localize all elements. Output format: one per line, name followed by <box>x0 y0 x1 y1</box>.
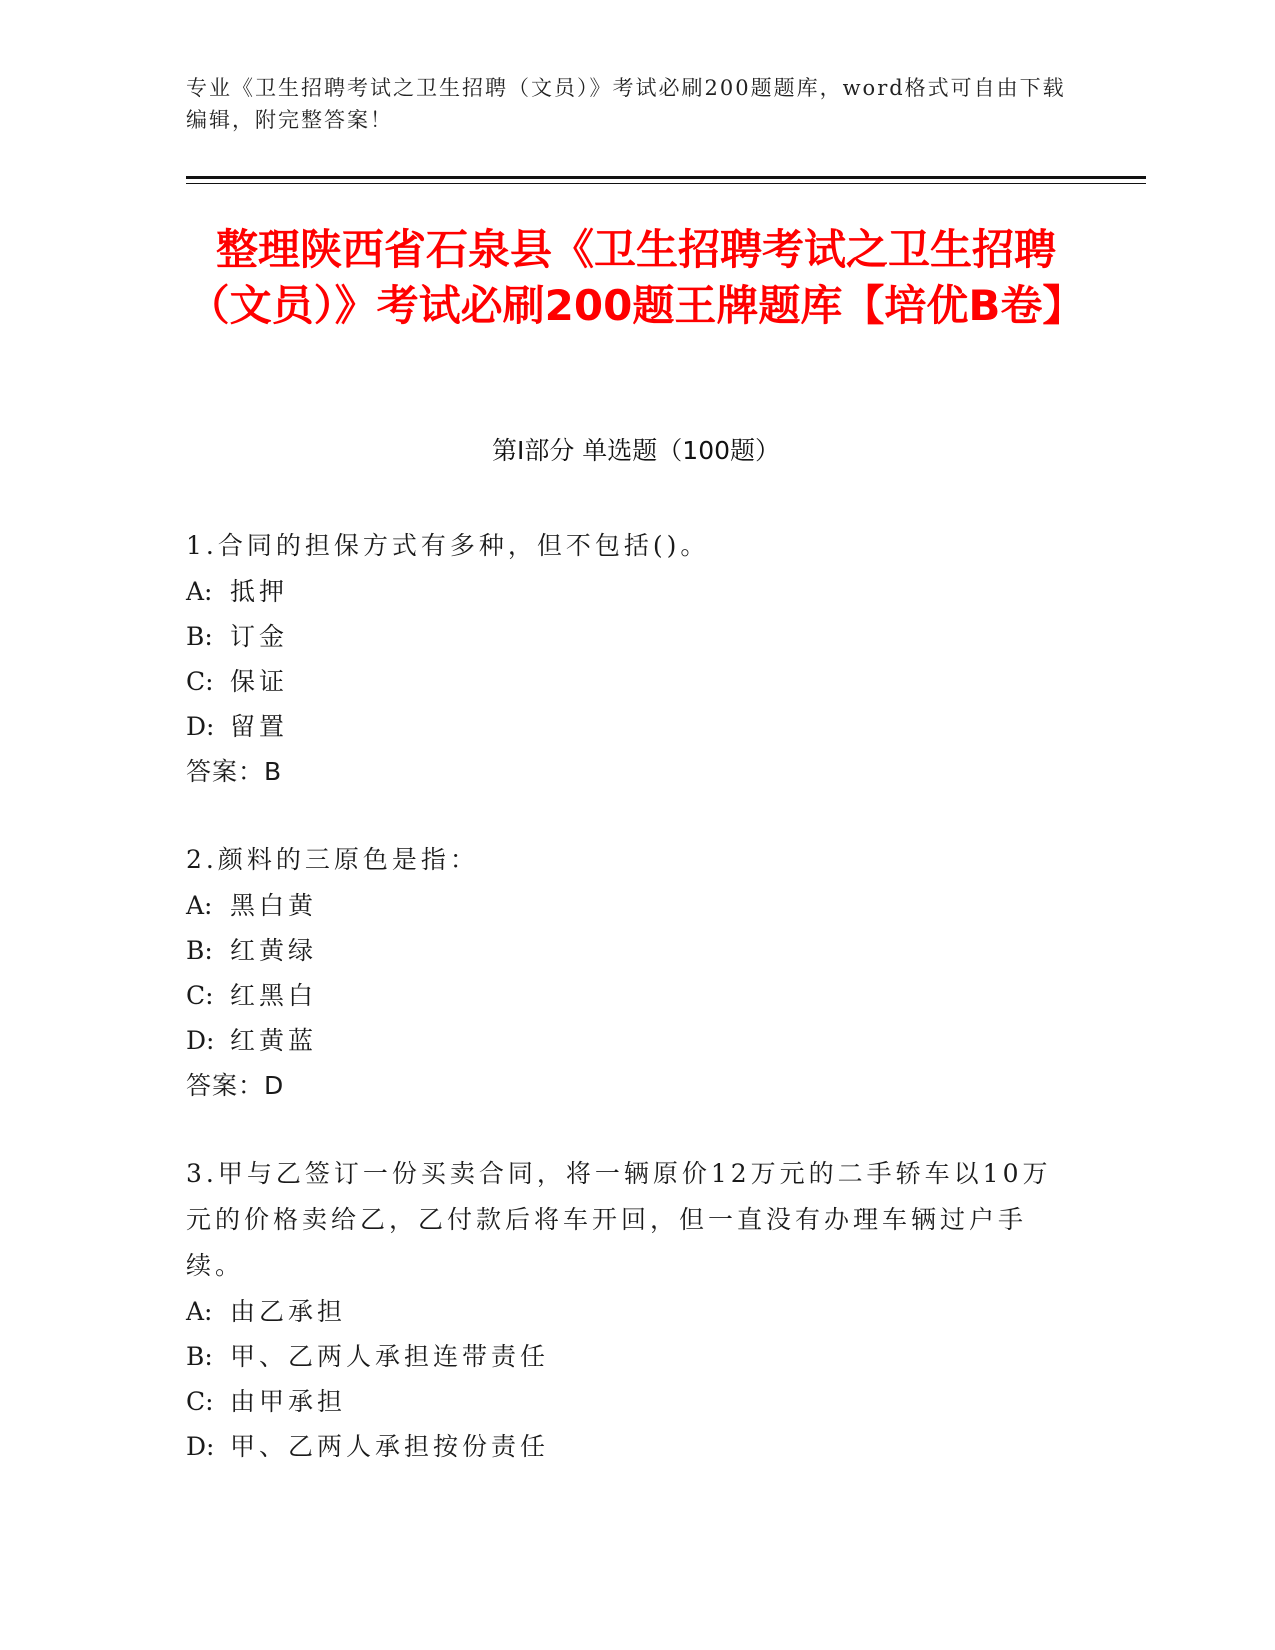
question-1 <box>186 523 1066 794</box>
question-stem: 2.颜料的三原色是指： <box>186 845 479 874</box>
option-letter: B: <box>186 622 213 651</box>
header-rule-thick <box>186 176 1146 179</box>
option-letter: C: <box>186 1387 214 1416</box>
answer-line: 答案：B <box>186 757 283 786</box>
option-letter: C: <box>186 981 214 1010</box>
option-b <box>186 614 1066 659</box>
option-a <box>186 569 1066 614</box>
document-title: 整理陕西省石泉县《卫生招聘考试之卫生招聘（文员）》考试必刷200题王牌题库【培优B卷】 <box>187 225 1085 330</box>
option-letter: A: <box>186 891 213 920</box>
option-text: 红黄绿 <box>230 936 318 965</box>
option-letter: C: <box>186 667 214 696</box>
header-note: 专业《卫生招聘考试之卫生招聘（文员）》考试必刷200题题库，word格式可自由下载编辑，附完整答案！ <box>186 76 1066 132</box>
option-letter: D: <box>186 1432 215 1461</box>
option-d <box>186 704 1066 749</box>
option-text: 红黑白 <box>230 981 318 1010</box>
option-text: 留置 <box>230 712 289 741</box>
option-letter: D: <box>186 712 215 741</box>
option-letter: B: <box>186 1342 213 1371</box>
answer-line: 答案：D <box>186 1071 285 1100</box>
question-2 <box>186 837 1066 1108</box>
option-text: 甲、乙两人承担按份责任 <box>230 1432 550 1461</box>
option-text: 由甲承担 <box>230 1387 347 1416</box>
option-c <box>186 1379 1066 1424</box>
question-stem: 1.合同的担保方式有多种，但不包括()。 <box>186 531 710 560</box>
option-b <box>186 1334 1066 1379</box>
section-title: 第I部分 单选题（100题） <box>491 436 781 465</box>
header-rule-thin <box>186 183 1146 184</box>
option-text: 甲、乙两人承担连带责任 <box>230 1342 550 1371</box>
option-c <box>186 973 1066 1018</box>
option-text: 保证 <box>230 667 289 696</box>
option-letter: A: <box>186 577 213 606</box>
option-c <box>186 659 1066 704</box>
question-list <box>186 523 1066 1512</box>
option-letter: A: <box>186 1297 213 1326</box>
option-d <box>186 1424 1066 1469</box>
option-text: 由乙承担 <box>230 1297 347 1326</box>
option-a <box>186 1289 1066 1334</box>
option-text: 红黄蓝 <box>230 1026 318 1055</box>
question-stem: 3.甲与乙签订一份买卖合同，将一辆原价12万元的二手轿车以10万元的价格卖给乙，乙付款后将车开回，但一直没有办理车辆过户手续。 <box>186 1159 1052 1280</box>
option-text: 抵押 <box>230 577 289 606</box>
option-letter: B: <box>186 936 213 965</box>
option-d <box>186 1018 1066 1063</box>
option-letter: D: <box>186 1026 215 1055</box>
option-a <box>186 883 1066 928</box>
question-3 <box>186 1151 1066 1469</box>
option-b <box>186 928 1066 973</box>
option-text: 订金 <box>230 622 289 651</box>
option-text: 黑白黄 <box>230 891 318 920</box>
